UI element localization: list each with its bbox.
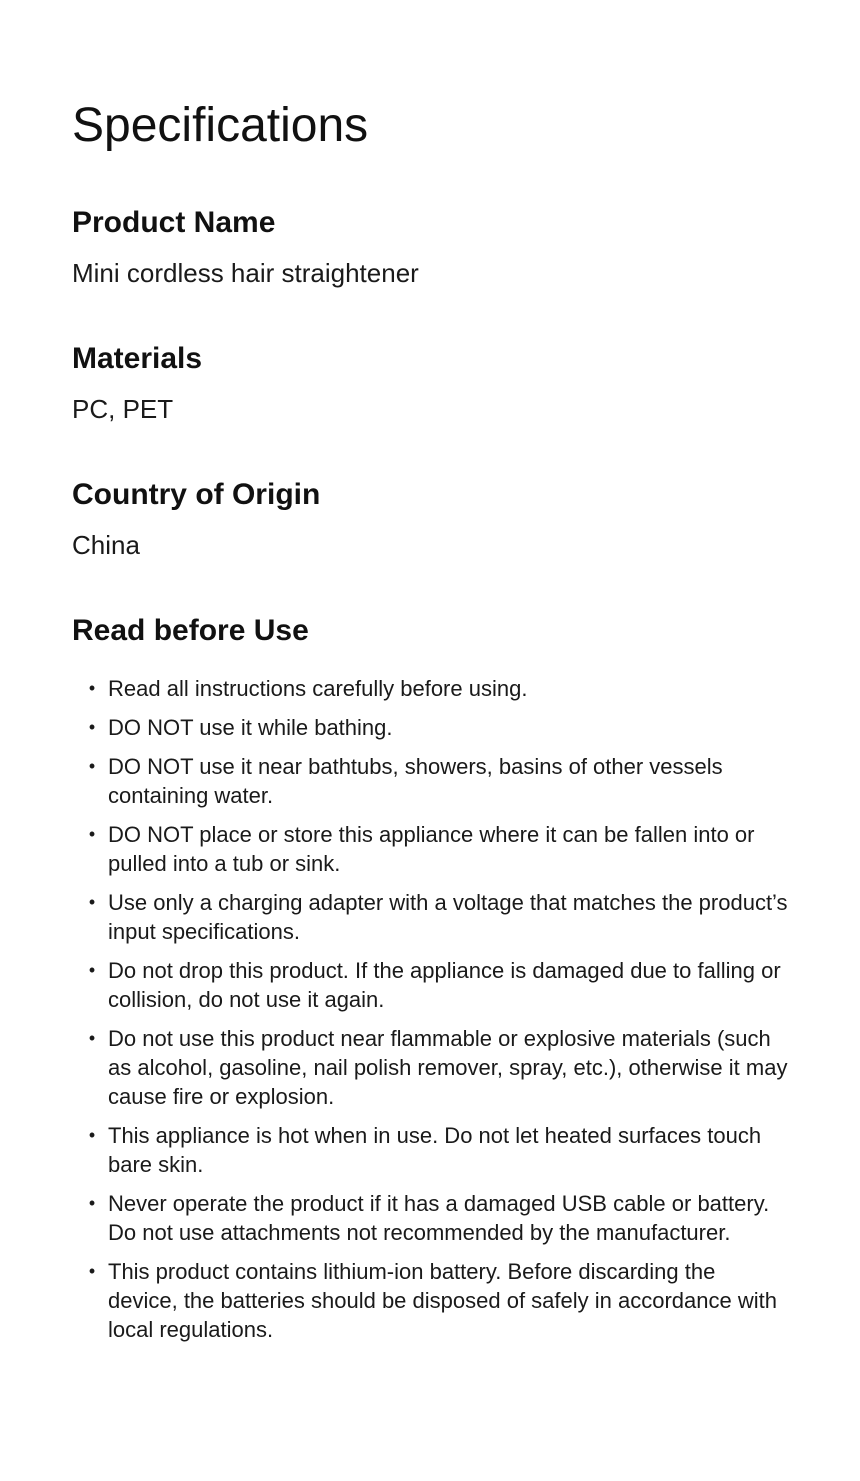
bullet-icon: •	[88, 892, 96, 912]
country-of-origin-heading: Country of Origin	[72, 478, 321, 511]
warning-item	[72, 820, 788, 878]
materials-heading: Materials	[72, 342, 203, 375]
country-of-origin-section	[72, 476, 320, 562]
warning-item	[72, 713, 788, 742]
bullet-icon: •	[88, 717, 96, 737]
product-name-heading: Product Name	[72, 206, 276, 239]
warning-item	[72, 674, 788, 703]
read-before-use-heading: Read before Use	[72, 614, 309, 647]
bullet-icon: •	[88, 678, 96, 698]
warning-item	[72, 1024, 788, 1111]
product-name-value: Mini cordless hair straightener	[72, 258, 419, 288]
bullet-icon: •	[88, 1125, 96, 1145]
warning-text: Use only a charging adapter with a voltage that matches the product’s input specifications.	[108, 890, 788, 944]
page-title: Specifications	[72, 99, 369, 152]
bullet-icon: •	[88, 1193, 96, 1213]
warning-text: Read all instructions carefully before using.	[108, 676, 528, 701]
warning-text: This product contains lithium-ion battery. Before discarding the device, the batteries should be disposed of safely in accordance with local regulations.	[108, 1259, 777, 1342]
warning-text: This appliance is hot when in use. Do not let heated surfaces touch bare skin.	[108, 1123, 762, 1177]
product-name-section	[72, 204, 419, 290]
warning-item	[72, 1189, 788, 1247]
warning-text: Do not drop this product. If the appliance is damaged due to falling or collision, do not use it again.	[108, 958, 781, 1012]
warning-text: DO NOT use it near bathtubs, showers, basins of other vessels containing water.	[108, 754, 723, 808]
warning-text: DO NOT use it while bathing.	[108, 715, 393, 740]
read-before-use-section	[72, 612, 788, 1354]
warning-text: Do not use this product near flammable or explosive materials (such as alcohol, gasoline, nail polish remover, spray, etc.), otherwise it may cause fire or explosion.	[108, 1026, 788, 1109]
warning-item	[72, 1257, 788, 1344]
bullet-icon: •	[88, 756, 96, 776]
bullet-icon: •	[88, 960, 96, 980]
materials-section	[72, 340, 202, 426]
country-of-origin-value: China	[72, 530, 140, 560]
warning-item	[72, 1121, 788, 1179]
warnings-list	[72, 674, 788, 1344]
warning-item	[72, 752, 788, 810]
warning-text: Never operate the product if it has a damaged USB cable or battery. Do not use attachments not recommended by the manufacturer.	[108, 1191, 770, 1245]
bullet-icon: •	[88, 1261, 96, 1281]
bullet-icon: •	[88, 824, 96, 844]
warning-item	[72, 956, 788, 1014]
bullet-icon: •	[88, 1028, 96, 1048]
warning-item	[72, 888, 788, 946]
materials-value: PC, PET	[72, 394, 174, 424]
warning-text: DO NOT place or store this appliance where it can be fallen into or pulled into a tub or sink.	[108, 822, 755, 876]
